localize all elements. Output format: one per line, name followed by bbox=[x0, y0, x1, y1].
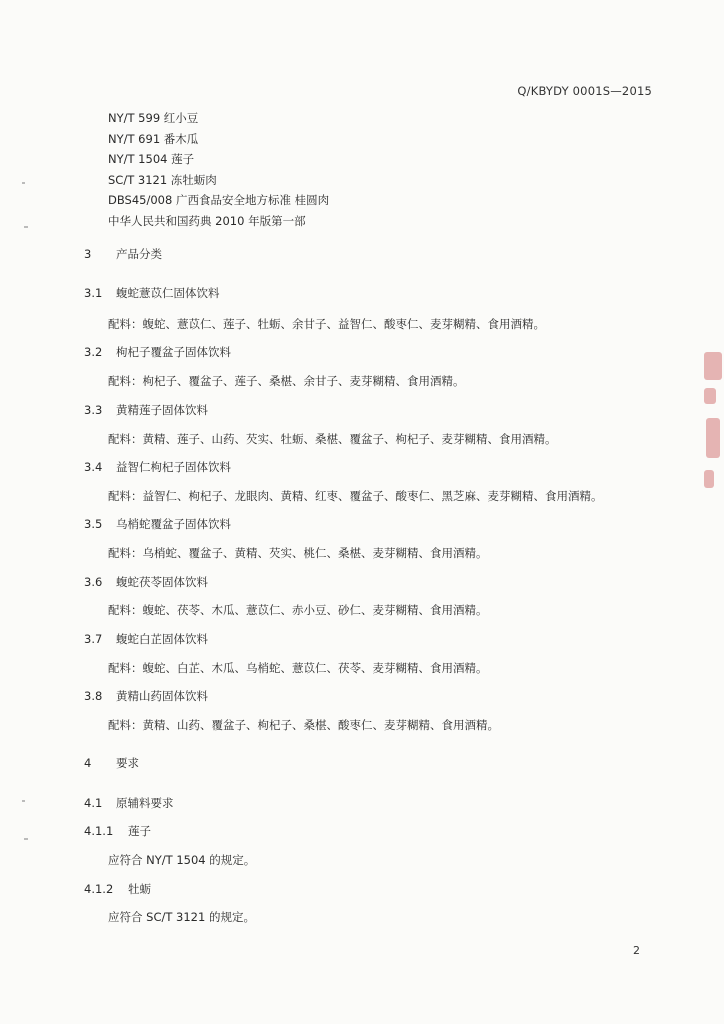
scan-speck bbox=[24, 838, 28, 840]
clause-title: 莲子 bbox=[128, 824, 151, 838]
clause-number: 4.1.1 bbox=[84, 824, 114, 838]
section-number: 4 bbox=[84, 756, 92, 770]
clause-heading bbox=[84, 881, 684, 897]
reference-item: NY/T 691 番木瓜 bbox=[108, 131, 199, 146]
subsection-number: 3.3 bbox=[84, 403, 103, 417]
reference-item: NY/T 599 红小豆 bbox=[108, 111, 199, 125]
product-name: 枸杞子覆盆子固体饮料 bbox=[116, 345, 231, 359]
scan-speck bbox=[24, 226, 28, 228]
clause-text: 应符合 NY/T 1504 的规定。 bbox=[108, 853, 256, 867]
ingredients-line: 配料：蝮蛇、茯苓、木瓜、薏苡仁、赤小豆、砂仁、麦芽糊精、食用酒精。 bbox=[108, 603, 488, 617]
subsection-title: 原辅料要求 bbox=[116, 796, 174, 810]
subsection-heading bbox=[84, 688, 684, 704]
section-title: 要求 bbox=[116, 756, 139, 770]
subsection-number: 3.5 bbox=[84, 517, 103, 531]
subsection-heading bbox=[84, 516, 684, 532]
reference-item: SC/T 3121 冻牡蛎肉 bbox=[108, 172, 217, 187]
product-name: 乌梢蛇覆盆子固体饮料 bbox=[116, 517, 231, 531]
ingredients-line: 配料：益智仁、枸杞子、龙眼肉、黄精、红枣、覆盆子、酸枣仁、黑芝麻、麦芽糊精、食用酒精。 bbox=[108, 489, 603, 503]
reference-list bbox=[108, 108, 329, 231]
subsection-number: 3.1 bbox=[84, 286, 103, 300]
ingredients-line: 配料：蝮蛇、薏苡仁、莲子、牡蛎、余甘子、益智仁、酸枣仁、麦芽糊精、食用酒精。 bbox=[108, 317, 545, 331]
product-name: 蝮蛇茯苓固体饮料 bbox=[116, 575, 208, 589]
clause-text: 应符合 SC/T 3121 的规定。 bbox=[108, 910, 255, 924]
seal-stamp-edge bbox=[704, 352, 722, 380]
subsection-number: 3.8 bbox=[84, 689, 103, 703]
reference-item: NY/T 1504 莲子 bbox=[108, 152, 195, 166]
subsection-number: 4.1 bbox=[84, 796, 103, 810]
clause-title: 牡蛎 bbox=[128, 882, 151, 896]
subsection-number: 3.2 bbox=[84, 345, 103, 359]
subsection-heading bbox=[84, 285, 684, 301]
ingredients-line: 配料：蝮蛇、白芷、木瓜、乌梢蛇、薏苡仁、茯苓、麦芽糊精、食用酒精。 bbox=[108, 661, 488, 675]
subsection-heading bbox=[84, 459, 684, 475]
subsection-number: 3.4 bbox=[84, 460, 103, 474]
scan-speck bbox=[22, 800, 25, 802]
seal-stamp-edge bbox=[704, 388, 716, 404]
subsection-heading bbox=[84, 631, 684, 647]
product-name: 黄精莲子固体饮料 bbox=[116, 403, 208, 417]
product-name: 蝮蛇白芷固体饮料 bbox=[116, 632, 208, 646]
ingredients-line: 配料：黄精、莲子、山药、芡实、牡蛎、桑椹、覆盆子、枸杞子、麦芽糊精、食用酒精。 bbox=[108, 432, 557, 446]
section-number: 3 bbox=[84, 247, 92, 261]
product-name: 益智仁枸杞子固体饮料 bbox=[116, 460, 231, 474]
subsection-heading bbox=[84, 402, 684, 418]
document-code: Q/KBYDY 0001S—2015 bbox=[517, 84, 652, 98]
subsection-number: 3.7 bbox=[84, 632, 103, 646]
reference-item: DBS45/008 广西食品安全地方标准 桂圆肉 bbox=[108, 193, 330, 207]
section-heading bbox=[84, 755, 684, 771]
ingredients-line: 配料：枸杞子、覆盆子、莲子、桑椹、余甘子、麦芽糊精、食用酒精。 bbox=[108, 374, 465, 388]
subsection-heading bbox=[84, 574, 684, 590]
subsection-heading bbox=[84, 795, 684, 811]
reference-item: 中华人民共和国药典 2010 年版第一部 bbox=[108, 213, 306, 228]
ingredients-line: 配料：黄精、山药、覆盆子、枸杞子、桑椹、酸枣仁、麦芽糊精、食用酒精。 bbox=[108, 718, 499, 732]
seal-stamp-edge bbox=[704, 470, 714, 488]
section-title: 产品分类 bbox=[116, 247, 162, 261]
clause-heading bbox=[84, 823, 684, 839]
subsection-number: 3.6 bbox=[84, 575, 103, 589]
subsection-heading bbox=[84, 344, 684, 360]
page-number: 2 bbox=[633, 944, 640, 957]
seal-stamp-edge bbox=[706, 418, 720, 458]
ingredients-line: 配料：乌梢蛇、覆盆子、黄精、芡实、桃仁、桑椹、麦芽糊精、食用酒精。 bbox=[108, 546, 488, 560]
product-name: 蝮蛇薏苡仁固体饮料 bbox=[116, 286, 220, 300]
scan-speck bbox=[22, 182, 25, 184]
clause-number: 4.1.2 bbox=[84, 882, 114, 896]
section-heading bbox=[84, 246, 684, 262]
product-name: 黄精山药固体饮料 bbox=[116, 689, 208, 703]
